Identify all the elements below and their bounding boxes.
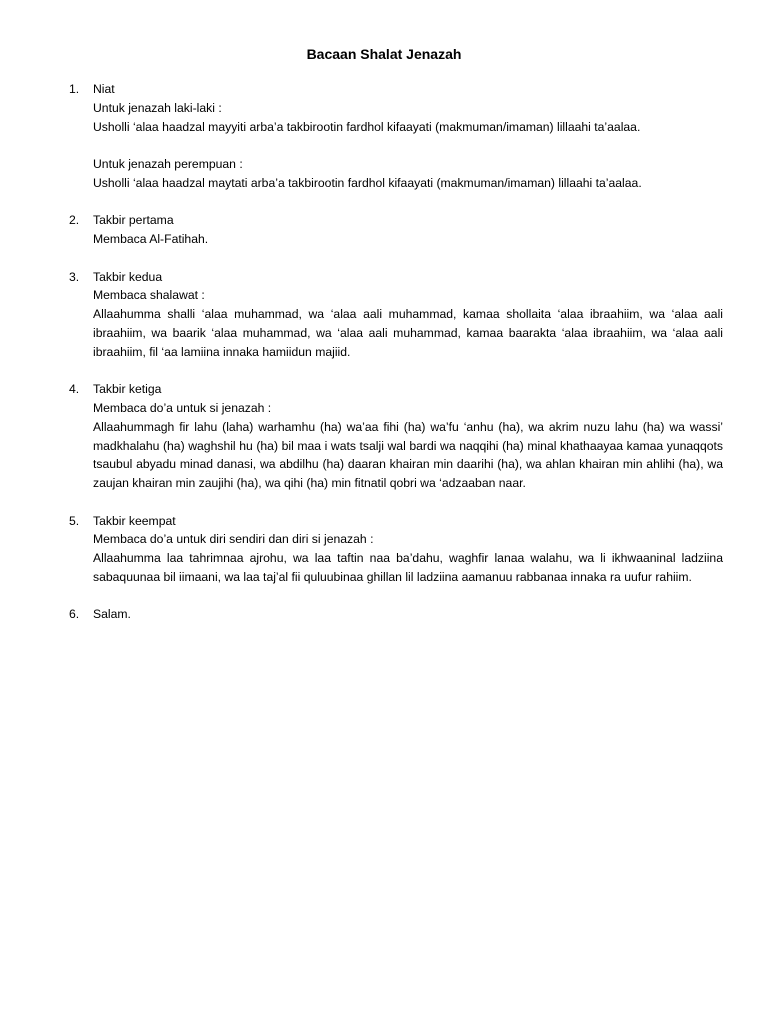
item-number: 1. — [69, 82, 80, 96]
item-instruction: Membaca Al-Fatihah. — [93, 232, 209, 247]
item-body — [93, 268, 723, 362]
list-item-takbir-keempat — [0, 512, 768, 587]
item-body — [93, 605, 723, 624]
list-item-salam — [0, 605, 768, 624]
item-heading: Salam. — [93, 607, 131, 622]
list-item-niat — [0, 80, 768, 193]
item-heading: Takbir pertama — [93, 213, 174, 228]
item-number: 2. — [69, 213, 80, 228]
numbered-list — [0, 80, 768, 643]
item-instruction: Membaca do’a untuk si jenazah : — [93, 400, 272, 415]
item-heading: Takbir kedua — [93, 269, 163, 284]
item-number: 6. — [69, 607, 80, 622]
item-body — [93, 211, 723, 249]
male-niat-text: Usholli ‘alaa haadzal mayyiti arba’a takbirootin fardhol kifaayati (makmuman/imaman) lillaahi ta’aalaa. — [93, 119, 641, 134]
item-body — [93, 512, 723, 587]
page-title: Bacaan Shalat Jenazah — [306, 46, 462, 62]
item-body — [93, 380, 723, 493]
item-instruction: Membaca shalawat : — [93, 288, 205, 303]
spacer — [93, 136, 723, 155]
doa-diri-text: Allaahumma laa tahrimnaa ajrohu, wa laa taftin naa ba’dahu, waghfir lanaa walahu, wa li ikhwaaninal ladziina sabaquunaa bil iimaani, wa laa taj’al fii quluubinaa ghillan lil ladziina aamanuu rabbanaa innaka ra uufur rahiim. — [93, 551, 723, 584]
item-number: 4. — [69, 382, 80, 397]
female-label: Untuk jenazah perempuan : — [93, 157, 243, 172]
list-item-takbir-ketiga — [0, 380, 768, 493]
item-heading: Niat — [93, 82, 115, 96]
doa-jenazah-text: Allaahummagh fir lahu (laha) warhamhu (ha) wa’aa fihi (ha) wa’fu ‘anhu (ha), wa akrim nuzu lahu (ha) wa wassi’ madkhalahu (ha) waghshil hu (ha) bil maa i wats tsalji wal bardi wa naqqihi (ha) minal khathaayaa kamaa yunaqqots tsaubul abyadu minad danasi, wa abdilhu (ha) daaran khairan min daarihi (ha), wa ahlan khairan min ahlihi (ha), wa zaujan khairan min zaujihi (ha), wa qihi (ha) min fitnatil qobri wa ‘adzaaban naar. — [93, 419, 723, 491]
item-heading: Takbir ketiga — [93, 382, 162, 397]
list-item-takbir-kedua — [0, 268, 768, 362]
male-label: Untuk jenazah laki-laki : — [93, 100, 222, 115]
shalawat-text: Allaahumma shalli ‘alaa muhammad, wa ‘alaa aali muhammad, kamaa shollaita ‘alaa ibraahiim, wa ‘alaa aali ibraahiim, wa baarik ‘alaa muhammad, wa ‘alaa aali muhammad, kamaa baarakta ‘alaa ibraahiim, wa ‘alaa aali ibraahiim, fil ‘aa lamiina innaka hamiidun majiid. — [93, 307, 723, 359]
item-number: 5. — [69, 513, 80, 528]
item-heading: Takbir keempat — [93, 513, 176, 528]
item-number: 3. — [69, 269, 80, 284]
female-niat-text: Usholli ‘alaa haadzal maytati arba’a takbirootin fardhol kifaayati (makmuman/imaman) lillaahi ta’aalaa. — [93, 175, 642, 190]
item-instruction: Membaca do’a untuk diri sendiri dan diri si jenazah : — [93, 532, 374, 547]
item-body — [93, 80, 723, 193]
list-item-takbir-pertama — [0, 211, 768, 249]
